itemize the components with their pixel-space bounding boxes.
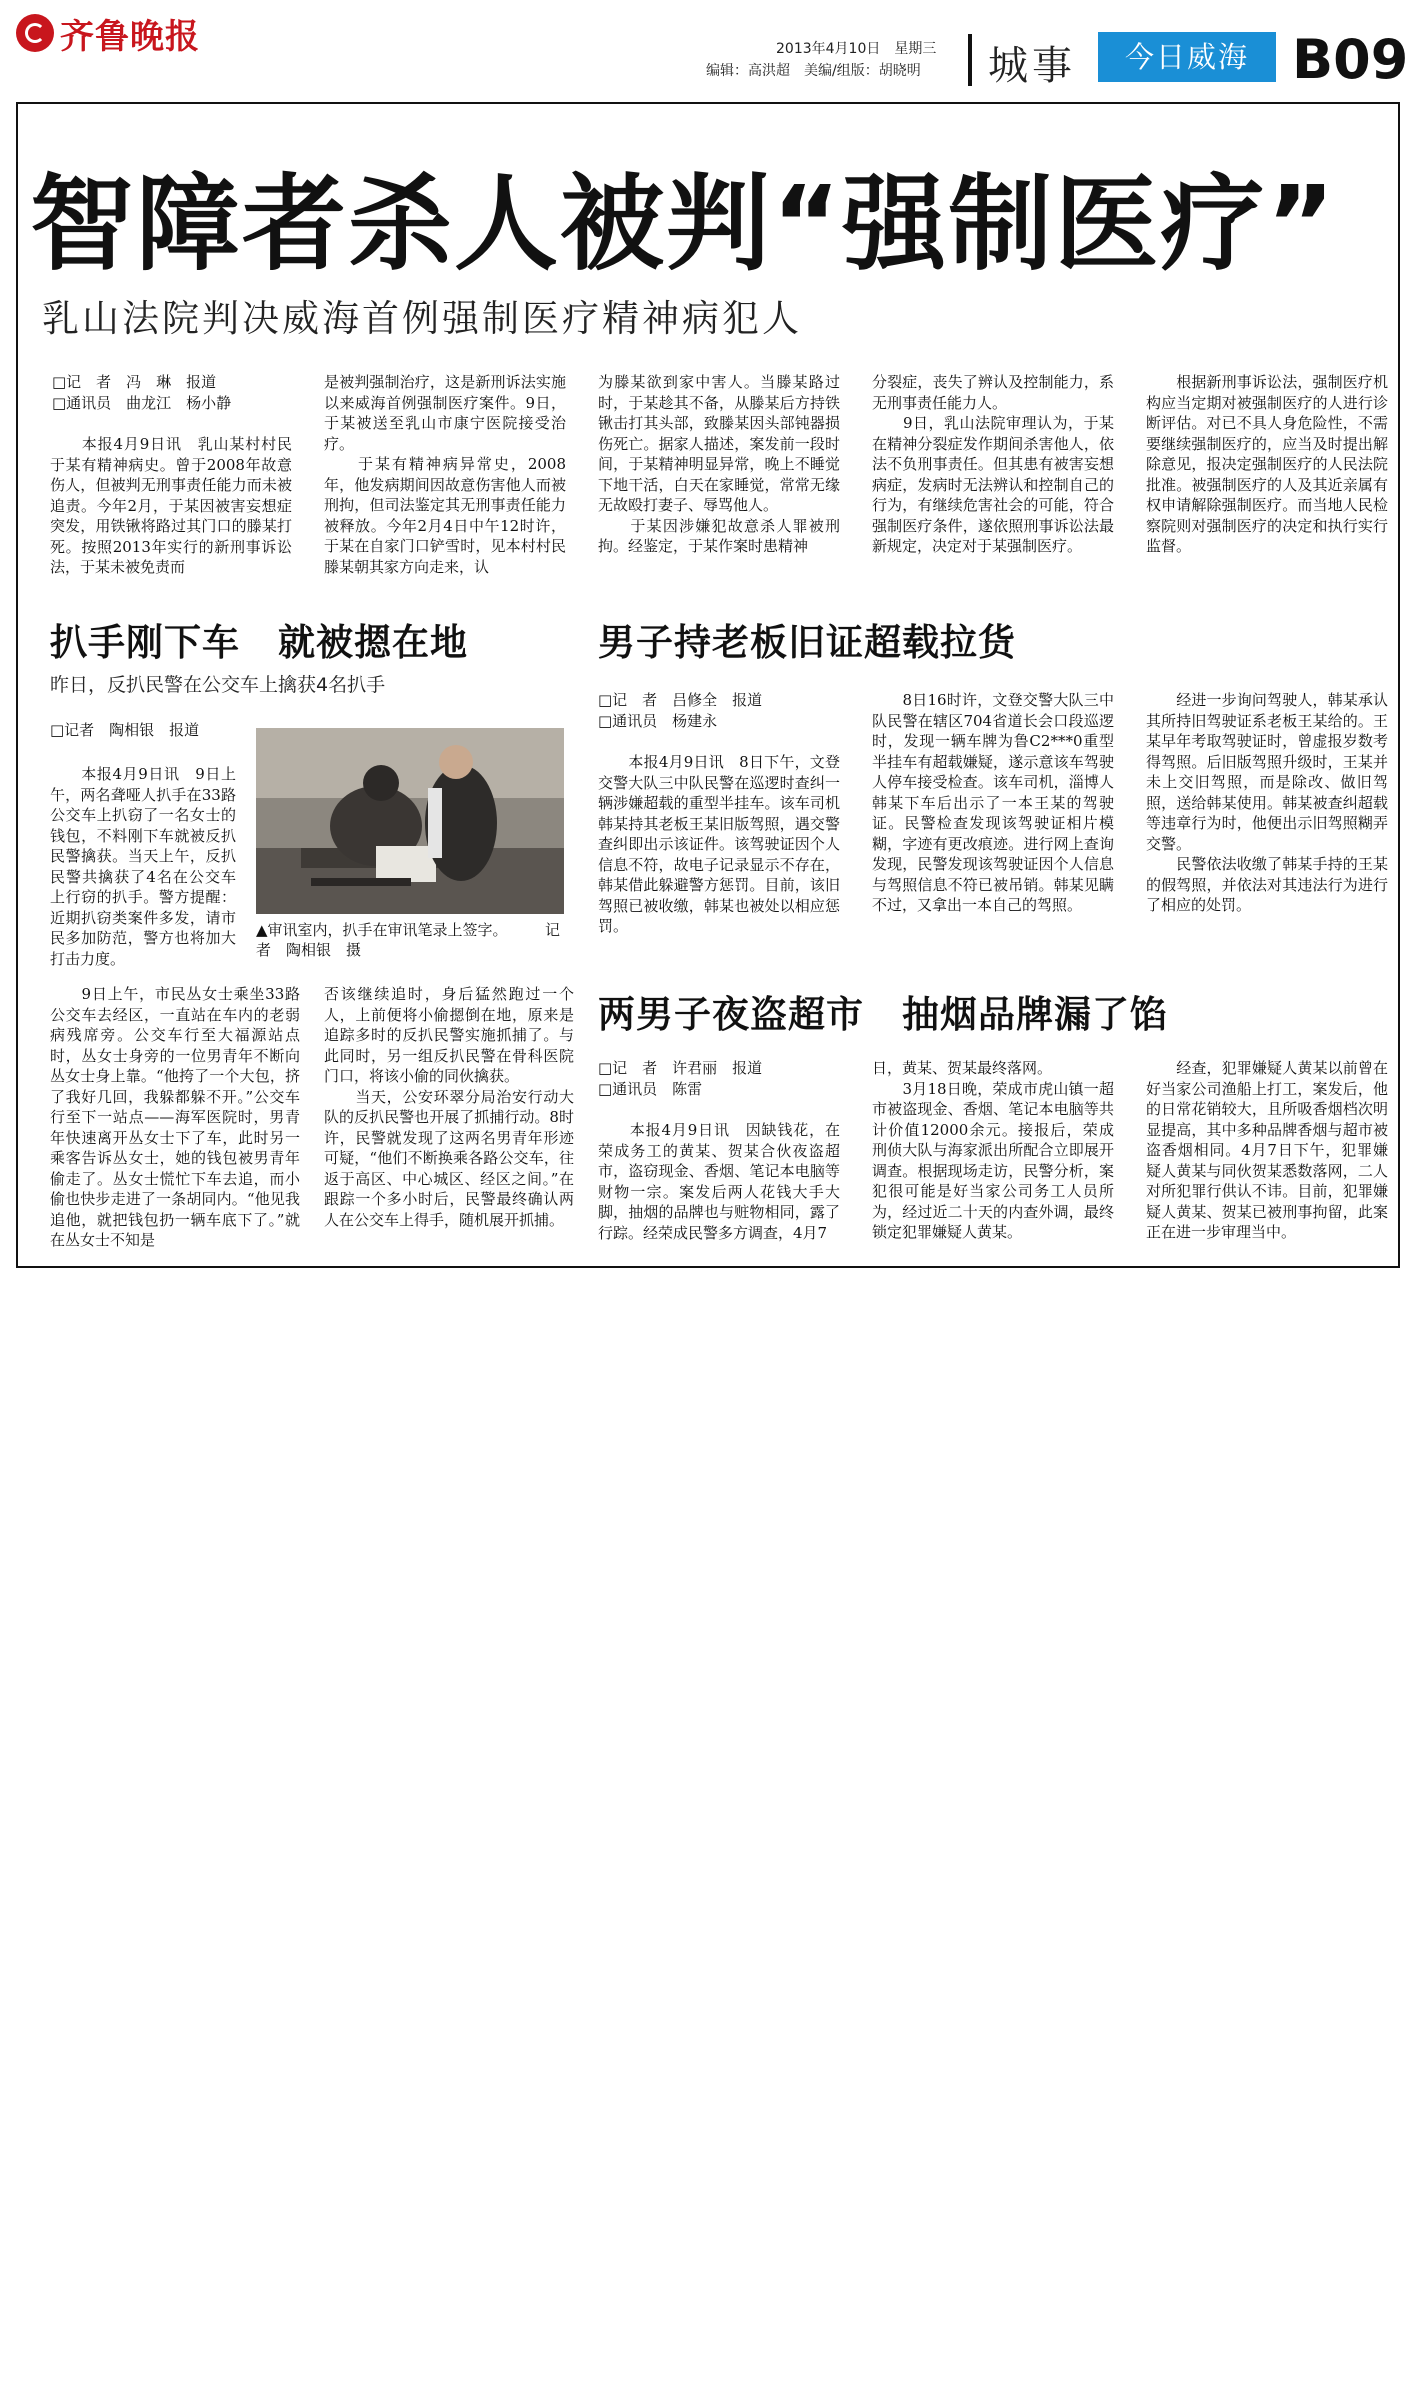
newspaper-logo <box>16 8 200 58</box>
story4-column-2: 日，黄某、贺某最终落网。 3月18日晚，荣成市虎山镇一超市被盗现金、香烟、笔记本电脑等共计价值12000余元。接报后，荣成刑侦大队与海家派出所配合立即展开调查。根据现场走访，民警分析，案犯很可能是好当家公司务工人员所为，经过近二十天的内查外调，最终锁定犯罪嫌疑人黄某。 <box>872 1059 1114 1241</box>
story2-column-2: 9日上午，市民丛女士乘坐33路公交车去经区，一直站在车内的老弱病残席旁。公交车行至大福源站点时，丛女士身旁的一位男青年不断向丛女士身上靠。“他挎了一个大包，挤了我好几回，我躲都躲不开。”公交车行至下一站点——海军医院时，男青年快速离开丛女士下了车，此时另一乘客告诉丛女士，她的钱包被男青年偷走了。丛女士慌忙下车去追，而小偷也快步走进了一条胡同内。“他见我追他，就把钱包扔一辆车底下了。”就在丛女士不知是 <box>50 985 300 1249</box>
masthead-divider <box>968 34 972 86</box>
section-badge: 今日威海 <box>1098 32 1276 82</box>
story4-byline-correspondent: □通讯员 陈雷 <box>598 1080 703 1098</box>
lead-column-3: 为滕某欲到家中害人。当滕某路过时，于某趁其不备，从滕某后方持铁锹击打其头部，致滕某因头部钝器损伤死亡。据家人描述，案发前一段时间，于某精神明显异常，晚上不睡觉下地干活，白天在家睡觉，常常无缘无故殴打妻子、辱骂他人。 于某因涉嫌犯故意杀人罪被刑拘。经鉴定，于某作案时患精神 <box>598 373 840 555</box>
story2-byline: □记者 陶相银 报道 <box>50 721 200 739</box>
page-number: B09 <box>1292 28 1409 91</box>
story4-column-1: 本报4月9日讯 因缺钱花，在荣成务工的黄某、贺某合伙夜盗超市，盗窃现金、香烟、笔记本电脑等财物一宗。案发后两人花钱大手大脚，抽烟的品牌也与赃物相同，露了行踪。经荣成民警多方调查，4月7 <box>598 1121 840 1242</box>
issue-date: 2013年4月10日 星期三 <box>776 41 937 57</box>
story3-byline-reporter: □记 者 吕修全 报道 <box>598 691 763 709</box>
story4-byline-reporter: □记 者 许君丽 报道 <box>598 1059 763 1077</box>
section-name: 城事 <box>988 43 1076 89</box>
story3-column-3: 经进一步询问驾驶人，韩某承认其所持旧驾驶证系老板王某给的。王某早年考取驾驶证时，曾虚报岁数考得驾照。后旧版驾照升级时，王某并未上交旧驾照，而是除改、做旧驾照，送给韩某使用。韩某被查纠超载等违章行为时，他便出示旧驾照糊弄交警。 民警依法收缴了韩某手持的王某的假驾照，并依法对其违法行为进行了相应的处罚。 <box>1146 691 1388 914</box>
photo-caption: ▲审讯室内，扒手在审讯笔录上签字。 记者 陶相银 摄 <box>256 921 561 959</box>
lead-column-2: 是被判强制治疗，这是新刑诉法实施以来威海首例强制医疗案件。9日，于某被送至乳山市康宁医院接受治疗。 于某有精神病异常史，2008年，他发病期间因故意伤害他人而被刑拘，但司法鉴定其无刑事责任能力被释放。今年2月4日中午12时许，于某在自家门口铲雪时，见本村村民滕某朝其家方向走来，认 <box>324 373 566 576</box>
logo-text: 齐鲁晚报 <box>60 16 200 57</box>
story2-column-1: 本报4月9日讯 9日上午，两名聋哑人扒手在33路公交车上扒窃了一名女士的钱包，不料刚下车就被反扒民警擒获。当天上午，反扒民警共擒获了4名在公交车上行窃的扒手。警方提醒：近期扒窃类案件多发，请市民多加防范，警方也将加大打击力度。 <box>50 765 236 968</box>
lead-column-4: 分裂症，丧失了辨认及控制能力，系无刑事责任能力人。 9日，乳山法院审理认为，于某在精神分裂症发作期间杀害他人，依法不负刑事责任。但其患有被害妄想病症，发病时无法辨认和控制自己的行为，有继续危害社会的可能，符合强制医疗条件，遂依照刑事诉讼法最新规定，决定对于某强制医疗。 <box>872 373 1114 555</box>
lead-byline-correspondent: □通讯员 曲龙江 杨小静 <box>52 394 232 412</box>
lead-column-1: 本报4月9日讯 乳山某村村民于某有精神病史。曾于2008年故意伤人，但被判无刑事责任能力而未被追责。今年2月，于某因被害妄想症突发，用铁锹将路过其门口的滕某打死。按照2013年实行的新刑事诉讼法，于某未被免责而 <box>50 435 292 576</box>
story3-byline-correspondent: □通讯员 杨建永 <box>598 712 718 730</box>
story2-headline: 扒手刚下车 就被摁在地 <box>50 621 468 664</box>
story4-headline: 两男子夜盗超市 抽烟品牌漏了馅 <box>598 993 1168 1036</box>
story3-headline: 男子持老板旧证超载拉货 <box>598 621 1016 664</box>
news-photo <box>256 728 564 914</box>
story3-column-1: 本报4月9日讯 8日下午，文登交警大队三中队民警在巡逻时查纠一辆涉嫌超载的重型半挂车。该车司机韩某持其老板王某旧版驾照，遇交警查纠即出示该证件。该驾驶证因个人信息不符，故电子记录显示不存在，韩某借此躲避警方惩罚。目前，该旧驾照已被收缴，韩某也被处以相应惩罚。 <box>598 753 840 935</box>
lead-headline: 智障者杀人被判“强制医疗” <box>30 163 1337 285</box>
lead-subhead: 乳山法院判决威海首例强制医疗精神病犯人 <box>42 297 802 340</box>
story2-column-3: 否该继续追时，身后猛然跑过一个人，上前便将小偷摁倒在地，原来是追踪多时的反扒民警实施抓捕了。与此同时，另一组反扒民警在骨科医院门口，将该小偷的同伙擒获。 当天，公安环翠分局治安行动大队的反扒民警也开展了抓捕行动。8时许，民警就发现了这两名男青年形迹可疑，“他们不断换乘各路公交车，往返于高区、中心城区、经区之间。”在跟踪一个多小时后，民警最终确认两人在公交车上得手，随机展开抓捕。 <box>324 985 574 1229</box>
lead-column-5: 根据新刑事诉讼法，强制医疗机构应当定期对被强制医疗的人进行诊断评估。对已不具人身危险性，不需要继续强制医疗的，应当及时提出解除意见，报决定强制医疗的人民法院批准。被强制医疗的人及其近亲属有权申请解除强制医疗。而当地人民检察院则对强制医疗的决定和执行实行监督。 <box>1146 373 1388 555</box>
editor-credits: 编辑：高洪超 美编/组版：胡晓明 <box>706 63 921 79</box>
interrogation-photo-image <box>256 728 564 914</box>
lead-byline-reporter: □记 者 冯 琳 报道 <box>52 373 217 391</box>
logo-emblem-icon <box>16 14 54 52</box>
masthead <box>0 0 1417 92</box>
story2-subhead: 昨日，反扒民警在公交车上擒获4名扒手 <box>50 674 386 696</box>
story4-column-3: 经查，犯罪嫌疑人黄某以前曾在好当家公司渔船上打工，案发后，他的日常花销较大，且所吸香烟档次明显提高，其中多种品牌香烟与超市被盗香烟相同。4月7日下午，犯罪嫌疑人黄某与同伙贺某悉数落网，二人对所犯罪行供认不讳。目前，犯罪嫌疑人黄某、贺某已被刑事拘留，此案正在进一步审理当中。 <box>1146 1059 1388 1241</box>
story3-column-2: 8日16时许，文登交警大队三中队民警在辖区704省道长会口段巡逻时，发现一辆车牌为鲁C2***0重型半挂车有超载嫌疑，遂示意该车驾驶人停车接受检查。该车司机，淄博人韩某下车后出示了一本王某的驾驶证。民警检查发现该驾驶证相片模糊，字迹有更改痕迹。进行网上查询发现，民警发现该驾驶证因个人信息与驾照信息不符已被吊销。韩某见瞒不过，又拿出一本自己的驾照。 <box>872 691 1114 914</box>
